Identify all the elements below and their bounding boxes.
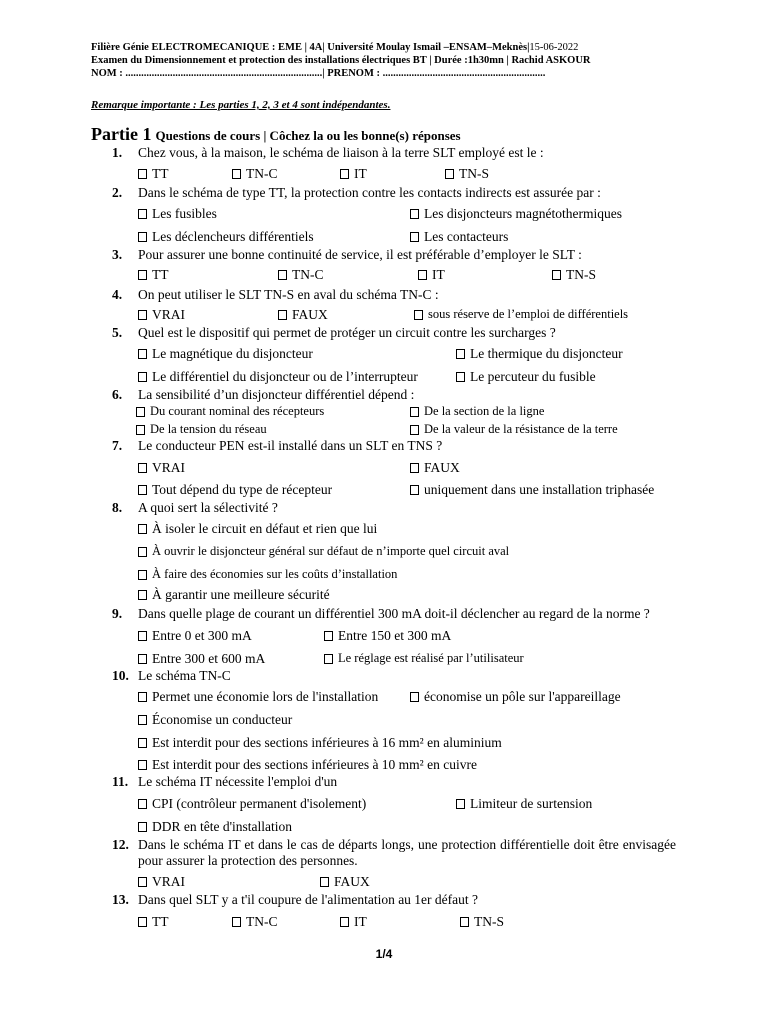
option-label: Les fusibles xyxy=(152,206,217,221)
checkbox-icon[interactable] xyxy=(414,310,423,320)
answer-option[interactable] xyxy=(278,307,328,323)
option-label: Est interdit pour des sections inférieures à 16 mm² en aluminium xyxy=(152,735,502,750)
checkbox-icon[interactable] xyxy=(456,349,465,359)
header-institution: Filière Génie ELECTROMECANIQUE : EME | 4A| Université Moulay Ismail –ENSAM–Meknès| xyxy=(91,42,530,53)
header-line-1 xyxy=(91,42,578,53)
option-label: TN-C xyxy=(246,166,278,181)
answer-option[interactable] xyxy=(410,206,622,222)
answer-option[interactable] xyxy=(138,206,217,222)
question-number: 1. xyxy=(112,145,123,160)
page-number: 1/4 xyxy=(375,947,393,961)
checkbox-icon[interactable] xyxy=(138,590,147,600)
checkbox-icon[interactable] xyxy=(138,631,147,641)
option-label: Les déclencheurs différentiels xyxy=(152,229,314,244)
answer-option[interactable] xyxy=(138,267,169,283)
answer-option[interactable] xyxy=(136,404,324,419)
answer-option[interactable] xyxy=(410,404,544,419)
question-number: 9. xyxy=(112,606,123,621)
answer-option[interactable] xyxy=(138,628,252,644)
option-label: TT xyxy=(152,166,169,181)
option-label: De la valeur de la résistance de la terre xyxy=(424,422,618,436)
question-text: La sensibilité d’un disjoncteur différentiel dépend : xyxy=(138,387,415,402)
option-label: IT xyxy=(354,166,367,181)
answer-option[interactable] xyxy=(138,689,378,705)
answer-option[interactable] xyxy=(138,307,185,323)
checkbox-icon[interactable] xyxy=(324,654,333,664)
checkbox-icon[interactable] xyxy=(410,463,419,473)
answer-option[interactable] xyxy=(340,914,367,930)
option-label: Le magnétique du disjoncteur xyxy=(152,346,313,361)
answer-option[interactable] xyxy=(138,651,265,667)
checkbox-icon[interactable] xyxy=(138,209,147,219)
answer-option[interactable] xyxy=(138,544,509,559)
answer-option[interactable] xyxy=(552,267,596,283)
answer-option[interactable] xyxy=(456,346,623,362)
checkbox-icon[interactable] xyxy=(410,209,419,219)
checkbox-icon[interactable] xyxy=(136,407,145,417)
checkbox-icon[interactable] xyxy=(340,169,349,179)
checkbox-icon[interactable] xyxy=(320,877,329,887)
answer-option[interactable] xyxy=(410,422,618,437)
answer-option[interactable] xyxy=(138,229,314,245)
answer-option[interactable] xyxy=(324,651,524,666)
answer-option[interactable] xyxy=(456,796,592,812)
question-number: 11. xyxy=(112,774,129,789)
answer-option[interactable] xyxy=(278,267,324,283)
option-label: Économise un conducteur xyxy=(152,712,293,727)
option-label: Entre 150 et 300 mA xyxy=(338,628,452,643)
answer-option[interactable] xyxy=(138,482,332,498)
question-text: Le schéma IT nécessite l'emploi d'un xyxy=(138,774,338,789)
checkbox-icon[interactable] xyxy=(138,654,147,664)
option-label: Du courant nominal des récepteurs xyxy=(150,404,325,418)
checkbox-icon[interactable] xyxy=(138,760,147,770)
checkbox-icon[interactable] xyxy=(138,169,147,179)
question-number: 2. xyxy=(112,185,123,200)
header-date: 15-06-2022 xyxy=(529,42,579,53)
important-remark: Remarque importante : Les parties 1, 2, 3 et 4 sont indépendantes. xyxy=(91,99,391,111)
answer-option[interactable] xyxy=(138,369,418,385)
checkbox-icon[interactable] xyxy=(418,270,427,280)
option-label: économise un pôle sur l'appareillage xyxy=(424,689,621,704)
answer-option[interactable] xyxy=(138,914,169,930)
question-text: Le schéma TN-C xyxy=(138,668,231,683)
answer-option[interactable] xyxy=(138,460,185,476)
option-label: De la section de la ligne xyxy=(424,404,545,418)
part-title: Partie 1 xyxy=(91,124,152,144)
checkbox-icon[interactable] xyxy=(445,169,454,179)
answer-option[interactable] xyxy=(138,712,292,728)
part-heading xyxy=(91,124,461,145)
checkbox-icon[interactable] xyxy=(324,631,333,641)
question-number: 5. xyxy=(112,325,123,340)
option-label: Entre 0 et 300 mA xyxy=(152,628,252,643)
option-label: Le réglage est réalisé par l’utilisateur xyxy=(338,651,524,665)
option-label: TN-C xyxy=(246,914,278,929)
question-number: 13. xyxy=(112,892,129,907)
answer-option[interactable] xyxy=(232,914,278,930)
option-label: FAUX xyxy=(292,307,328,322)
answer-option[interactable] xyxy=(410,689,621,705)
option-label: Permet une économie lors de l'installation xyxy=(152,689,379,704)
question-number: 6. xyxy=(112,387,123,402)
header-exam-title: Examen du Dimensionnement et protection des installations électriques BT | Durée :1h30mn | Rachid ASKOUR xyxy=(91,55,591,66)
option-label: À isoler le circuit en défaut et rien que lui xyxy=(152,521,378,536)
option-label: VRAI xyxy=(152,874,185,889)
option-label: IT xyxy=(432,267,445,282)
option-label: DDR en tête d'installation xyxy=(152,819,293,834)
answer-option[interactable] xyxy=(138,757,477,773)
option-label: FAUX xyxy=(424,460,460,475)
checkbox-icon[interactable] xyxy=(138,877,147,887)
question-text: Quel est le dispositif qui permet de protéger un circuit contre les surcharges ? xyxy=(138,325,556,340)
checkbox-icon[interactable] xyxy=(410,232,419,242)
question-text: Dans le schéma IT et dans le cas de départs longs, une protection différentielle doit être envisagée pour assurer la protection des personnes. xyxy=(138,837,676,868)
checkbox-icon[interactable] xyxy=(136,425,145,435)
option-label: VRAI xyxy=(152,307,185,322)
option-label: Le percuteur du fusible xyxy=(470,369,596,384)
question-text: Dans quel SLT y a t'il coupure de l'alimentation au 1er défaut ? xyxy=(138,892,479,907)
checkbox-icon[interactable] xyxy=(138,232,147,242)
option-label: TN-S xyxy=(566,267,596,282)
question-text: Dans quelle plage de courant un différentiel 300 mA doit-il déclencher au regard de la norme ? xyxy=(138,606,650,621)
question-number: 12. xyxy=(112,837,129,852)
option-label: Est interdit pour des sections inférieures à 10 mm² en cuivre xyxy=(152,757,477,772)
option-label: TT xyxy=(152,267,169,282)
option-label: FAUX xyxy=(334,874,370,889)
answer-option[interactable] xyxy=(138,346,313,362)
checkbox-icon[interactable] xyxy=(138,349,147,359)
part-subtitle: Questions de cours | Côchez la ou les bonne(s) réponses xyxy=(155,128,461,143)
option-label: VRAI xyxy=(152,460,185,475)
checkbox-icon[interactable] xyxy=(410,692,419,702)
answer-option[interactable] xyxy=(138,166,169,182)
option-label: À faire des économies sur les coûts d’installation xyxy=(152,567,398,581)
checkbox-icon[interactable] xyxy=(138,372,147,382)
header-name-fields: NOM : ...........................................................................| PRENOM : .............................................................. xyxy=(91,68,546,79)
answer-option[interactable] xyxy=(138,567,397,582)
answer-option[interactable] xyxy=(340,166,367,182)
checkbox-icon[interactable] xyxy=(138,547,147,557)
checkbox-icon[interactable] xyxy=(456,799,465,809)
answer-option[interactable] xyxy=(138,587,330,603)
question-text: Dans le schéma de type TT, la protection contre les contacts indirects est assurée par : xyxy=(138,185,601,200)
checkbox-icon[interactable] xyxy=(410,485,419,495)
answer-option[interactable] xyxy=(138,796,366,812)
answer-option[interactable] xyxy=(414,307,628,322)
checkbox-icon[interactable] xyxy=(138,485,147,495)
question-number: 10. xyxy=(112,668,129,683)
checkbox-icon[interactable] xyxy=(138,917,147,927)
answer-option[interactable] xyxy=(460,914,504,930)
option-label: À garantir une meilleure sécurité xyxy=(152,587,330,602)
option-label: CPI (contrôleur permanent d'isolement) xyxy=(152,796,367,811)
question-text: On peut utiliser le SLT TN-S en aval du schéma TN-C : xyxy=(138,287,439,302)
answer-option[interactable] xyxy=(138,521,377,537)
checkbox-icon[interactable] xyxy=(138,822,147,832)
checkbox-icon[interactable] xyxy=(552,270,561,280)
option-label: Les disjoncteurs magnétothermiques xyxy=(424,206,622,221)
checkbox-icon[interactable] xyxy=(410,407,419,417)
answer-option[interactable] xyxy=(136,422,267,437)
option-label: Le différentiel du disjoncteur ou de l’interrupteur xyxy=(152,369,418,384)
checkbox-icon[interactable] xyxy=(138,715,147,725)
option-label: Les contacteurs xyxy=(424,229,509,244)
question-number: 3. xyxy=(112,247,123,262)
question-number: 7. xyxy=(112,438,123,453)
question-number: 4. xyxy=(112,287,123,302)
checkbox-icon[interactable] xyxy=(232,169,241,179)
option-label: TT xyxy=(152,914,169,929)
option-label: Le thermique du disjoncteur xyxy=(470,346,623,361)
answer-option[interactable] xyxy=(138,819,292,835)
checkbox-icon[interactable] xyxy=(138,524,147,534)
answer-option[interactable] xyxy=(410,460,460,476)
option-label: À ouvrir le disjoncteur général sur défaut de n’importe quel circuit aval xyxy=(152,544,510,558)
checkbox-icon[interactable] xyxy=(138,738,147,748)
answer-option[interactable] xyxy=(456,369,596,385)
answer-option[interactable] xyxy=(138,874,185,890)
answer-option[interactable] xyxy=(445,166,489,182)
answer-option[interactable] xyxy=(418,267,445,283)
option-label: IT xyxy=(354,914,367,929)
checkbox-icon[interactable] xyxy=(278,310,287,320)
checkbox-icon[interactable] xyxy=(138,799,147,809)
answer-option[interactable] xyxy=(320,874,370,890)
checkbox-icon[interactable] xyxy=(138,270,147,280)
option-label: sous réserve de l’emploi de différentiels xyxy=(428,307,629,321)
checkbox-icon[interactable] xyxy=(278,270,287,280)
checkbox-icon[interactable] xyxy=(456,372,465,382)
checkbox-icon[interactable] xyxy=(138,463,147,473)
option-label: uniquement dans une installation triphasée xyxy=(424,482,655,497)
question-text: A quoi sert la sélectivité ? xyxy=(138,500,278,515)
answer-option[interactable] xyxy=(410,229,508,245)
option-label: TN-C xyxy=(292,267,324,282)
question-text: Pour assurer une bonne continuité de service, il est préférable d’employer le SLT : xyxy=(138,247,582,262)
checkbox-icon[interactable] xyxy=(410,425,419,435)
answer-option[interactable] xyxy=(138,735,502,751)
checkbox-icon[interactable] xyxy=(460,917,469,927)
question-text: Chez vous, à la maison, le schéma de liaison à la terre SLT employé est le : xyxy=(138,145,544,160)
checkbox-icon[interactable] xyxy=(340,917,349,927)
checkbox-icon[interactable] xyxy=(232,917,241,927)
answer-option[interactable] xyxy=(324,628,451,644)
option-label: Entre 300 et 600 mA xyxy=(152,651,266,666)
option-label: De la tension du réseau xyxy=(150,422,267,436)
answer-option[interactable] xyxy=(410,482,654,498)
checkbox-icon[interactable] xyxy=(138,310,147,320)
option-label: TN-S xyxy=(459,166,489,181)
option-label: TN-S xyxy=(474,914,504,929)
answer-option[interactable] xyxy=(232,166,278,182)
option-label: Tout dépend du type de récepteur xyxy=(152,482,333,497)
checkbox-icon[interactable] xyxy=(138,692,147,702)
question-number: 8. xyxy=(112,500,123,515)
question-text: Le conducteur PEN est-il installé dans un SLT en TNS ? xyxy=(138,438,443,453)
option-label: Limiteur de surtension xyxy=(470,796,593,811)
checkbox-icon[interactable] xyxy=(138,570,147,580)
